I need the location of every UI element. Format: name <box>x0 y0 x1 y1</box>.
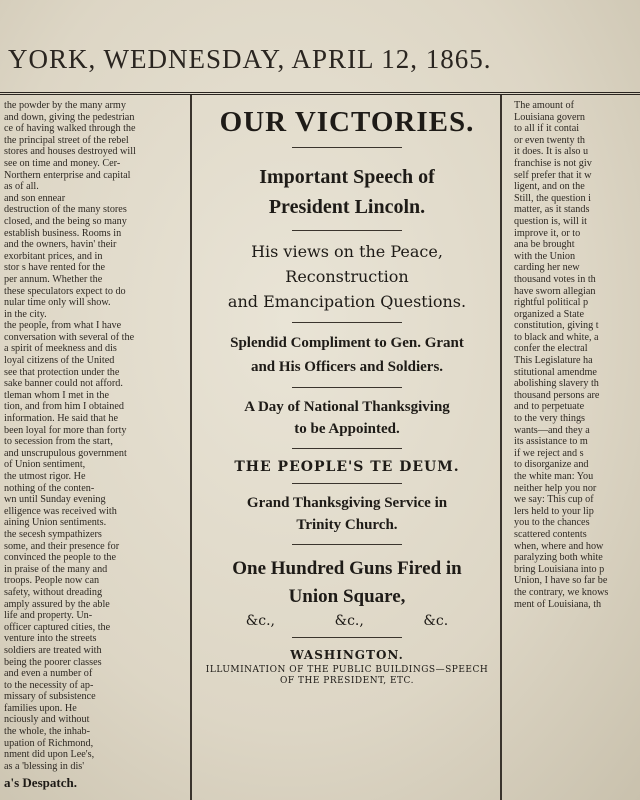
headline-speech-line2: President Lincoln. <box>268 196 426 218</box>
headline-title: OUR VICTORIES. <box>219 106 475 138</box>
etc-row <box>196 613 498 629</box>
column-rule-left <box>190 95 192 800</box>
illumination-line1: ILLUMINATION OF THE PUBLIC BUILDINGS—SPEECH <box>205 665 489 675</box>
etc-3: &c. <box>423 613 449 629</box>
headline-compliment <box>196 331 498 379</box>
divider <box>292 322 402 323</box>
headline-compliment-line2: and His Officers and Soldiers. <box>250 359 444 375</box>
headline-compliment-line1: Splendid Compliment to Gen. Grant <box>230 335 464 351</box>
center-article <box>196 100 498 800</box>
divider <box>292 448 402 449</box>
divider <box>292 544 402 545</box>
headline-service-line1: Grand Thanksgiving Service in <box>246 495 448 511</box>
headline-thanksgiving <box>196 396 498 440</box>
washington-heading: WASHINGTON. <box>290 648 404 662</box>
headline-guns <box>196 555 498 611</box>
divider <box>292 483 402 484</box>
right-column <box>506 100 640 800</box>
headline-guns-line1: One Hundred Guns Fired in <box>232 558 462 579</box>
headline-views-line2: and Emancipation Questions. <box>227 292 467 311</box>
divider <box>292 147 402 148</box>
headline-thanksgiving-line2: to be Appointed. <box>294 421 400 437</box>
left-column <box>0 100 188 800</box>
dateline-text: YORK, WEDNESDAY, APRIL 12, 1865. <box>8 44 492 74</box>
column-rule-right <box>500 95 502 800</box>
left-column-text: the powder by the many army and down, giving the pedestrian ce of having walked through the the principal street of the rebel stores and houses destroyed will see on time and money. Cer- Northern enterprise and capital as of all. and son ennear destruction of the many stores closed, and the being so many establish business. Rooms in and the owners, havin' their exorbitant prices, and in stor s have rented for the per annum. Whether the these speculators expect to do nular time only will show. in the city. the people, from what I have conversation with several of the a spirit of meekness and dis loyal citizens of the United see that protection under the sake banner could not afford. tleman whom I met in the tion, and from him I obtained information. He said that he been loyal for more than forty to secession from the start, and unscrupulous government of Union sentiment, the utmost rigor. He nothing of the conten- wn until Sunday evening elligence was received with aining Union sentiments. the secesh sympathizers some, and their presence for convinced the people to the in praise of the many and troops. People now can safety, without dreading amply assured by the able life and property. Un- officer captured cities, the venture into the streets soldiers are treated with being the poorer classes and even a number of to the necessity of ap- missary of subsistence families upon. He nciously and without the whole, the inhab- upation of Richmond, nment did upon Lee's, as a 'blessing in dis' <box>4 100 136 772</box>
illumination-subhead <box>196 665 498 687</box>
right-column-text: The amount of Louisiana govern to all if it contai or even twenty th it does. It is also u franchise is not giv self prefer that it w ligent, and on the Still, the question i matter, as it stands question is, will it improve it, or to ana be brought with the Union carding her new thousand votes in th have sworn allegian rightful political p organized a State constitution, giving t to black and white, a confer the electral This Legislature ha stitutional amendme abolishing slavery th thousand persons are and to perpetuate to the very things wants—and they a its assistance to m if we reject and s to disorganize and the white man: You neither help you nor we say: This cup of lers held to your lip you to the chances scattered contents when, where and how paralyzing both white bring Louisiana into p Union, I have so far be the contrary, we knows ment of Louisiana, th <box>514 100 609 610</box>
headline-service <box>196 492 498 536</box>
headline-guns-line2: Union Square, <box>288 586 406 607</box>
headline-service-line2: Trinity Church. <box>296 517 398 533</box>
divider <box>292 387 402 388</box>
headline-views-line1: His views on the Peace, Reconstruction <box>251 242 443 286</box>
headline-te-deum: THE PEOPLE'S TE DEUM. <box>234 459 460 475</box>
illumination-line2: OF THE PRESIDENT, ETC. <box>280 676 414 686</box>
headline-speech <box>196 162 498 222</box>
divider <box>292 230 402 231</box>
etc-2: &c., <box>334 613 364 629</box>
left-column-footer: a's Despatch. <box>4 775 77 790</box>
headline-thanksgiving-line1: A Day of National Thanksgiving <box>244 399 450 415</box>
headline-speech-line1: Important Speech of <box>259 166 435 188</box>
headline-views <box>196 239 498 314</box>
divider <box>292 637 402 638</box>
etc-1: &c., <box>245 613 275 629</box>
masthead-dateline <box>0 0 640 95</box>
